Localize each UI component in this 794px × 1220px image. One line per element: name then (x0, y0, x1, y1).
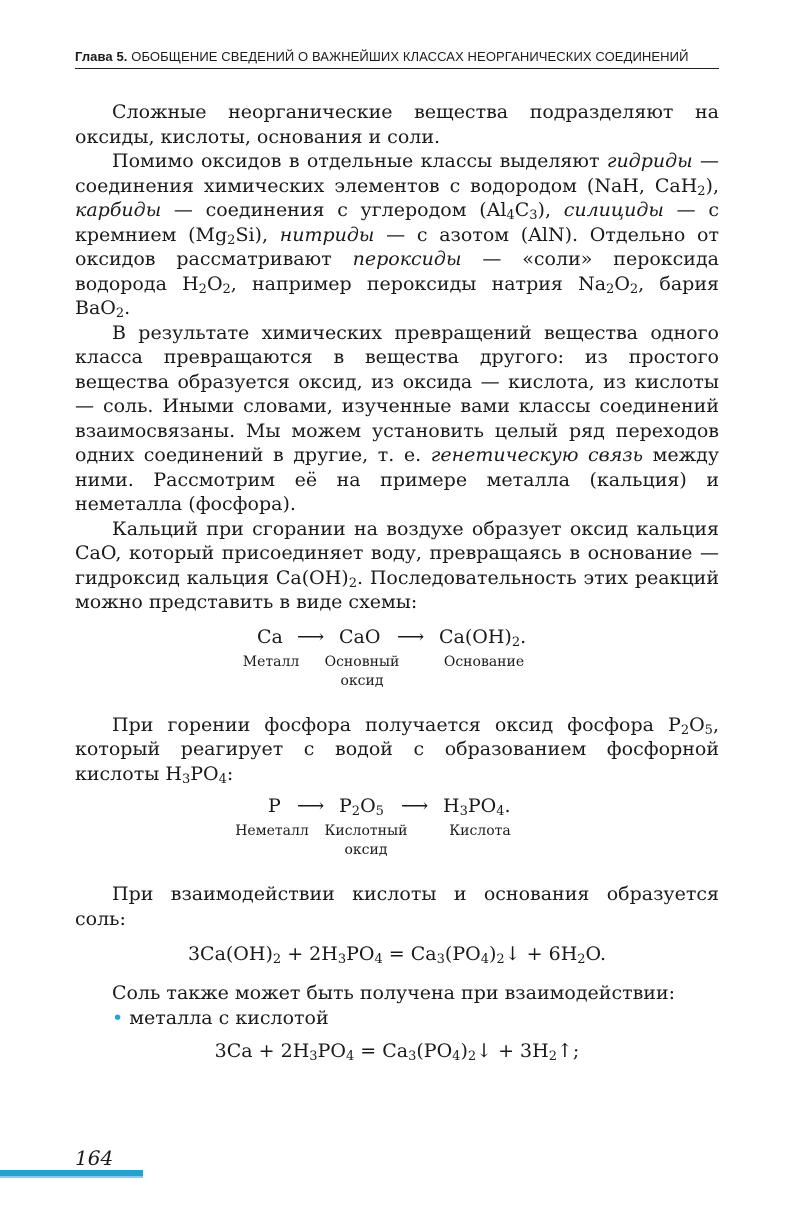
arrow-icon: ⟶ (401, 795, 429, 817)
label-acid: Кислота (449, 823, 511, 839)
paragraph-2: Помимо оксидов в отдельные классы выделяют гидриды — соединения химических элементов с водородом (NaH, CaH$_2$), карбиды — соединения с углеродом $(Al_4C_3)$, силициды — с кремнием $(Mg_2Si)$, нитриды — с азотом (AlN). Отдельно от оксидов рассматривают пероксиды — «соли» пероксида водорода $H_2O_2$, например пероксиды натрия $Na_2O_2$, бария BaO$_2$. (75, 150, 719, 321)
label-nonmetal: Неметалл (235, 823, 309, 839)
paragraph-7: Соль также может быть получена при взаимодействии: (112, 982, 676, 1004)
paragraph-1: Сложные неорганические вещества подразделяют на оксиды, кислоты, основания и соли. (75, 101, 719, 148)
phosphorus-scheme (75, 794, 719, 864)
formula-h3po4: $H_3PO_4$. (443, 795, 511, 819)
calcium-scheme (75, 625, 719, 695)
arrow-icon: ⟶ (297, 625, 325, 648)
paragraph-5: При горении фосфора получается оксид фосфора $P_2O_5$, который реагирует с водой с образованием фосфорной кислоты $H_3PO_4$: (75, 713, 719, 787)
arrow-icon: ⟶ (297, 795, 325, 817)
formula-ca: Ca (257, 625, 283, 648)
formula-cao: CaO (339, 625, 381, 648)
accent-bar-light (0, 1176, 143, 1178)
equation-metal-acid: $3Ca + 2H_3PO_4$ = $Ca_3(PO_4)_2↓$ + $3H_2↑$; (214, 1040, 580, 1064)
chapter-label: Глава 5. (75, 49, 128, 64)
arrow-icon: ⟶ (397, 625, 425, 648)
chapter-title: ОБОБЩЕНИЕ СВЕДЕНИЙ О ВАЖНЕЙШИХ КЛАССАХ НЕОРГАНИЧЕСКИХ СОЕДИНЕНИЙ (131, 49, 689, 64)
page-body (75, 100, 719, 1078)
label-base: Основание (443, 653, 525, 670)
formula-p2o5: $P_2O_5$ (339, 795, 384, 819)
running-header (75, 46, 719, 69)
bullet-dot-icon: • (112, 1006, 124, 1029)
formula-p: P (268, 795, 281, 817)
label-acidic-oxide: Кислотный оксид (324, 823, 408, 858)
label-metal: Металл (242, 653, 300, 670)
page-number: 164 (75, 1146, 114, 1170)
paragraph-4: Кальций при сгорании на воздухе образует оксид кальция CaO, который присоединяет воду, превращаясь в основание — гидроксид кальция $Ca(OH)_2$. Последовательность этих реакций можно представить в виде схемы: (75, 517, 719, 613)
list-item: • металла с кислотой (112, 1006, 329, 1029)
equation-neutralization: $3Ca(OH)_2 + 2H_3PO_4$ = $Ca_3(PO_4)_2↓ + 6H_2O$. (187, 943, 607, 967)
paragraph-3: В результате химических превращений вещества одного класса превращаются в вещества другого: из простого вещества образуется оксид, из оксида — кислота, из кислоты — соль. Иными словами, изученные вами классы соединений взаимосвязаны. Мы можем установить целый ряд переходов одних соединений в другие, т. е. генетическую связь между ними. Рассмотрим её на примере металла (кальция) и неметалла (фосфора). (75, 321, 720, 515)
formula-caoh2: $Ca(OH)_2$. (439, 625, 527, 650)
paragraph-6: При взаимодействии кислоты и основания образуется соль: (75, 883, 719, 930)
label-basic-oxide: Основный оксид (324, 653, 400, 689)
